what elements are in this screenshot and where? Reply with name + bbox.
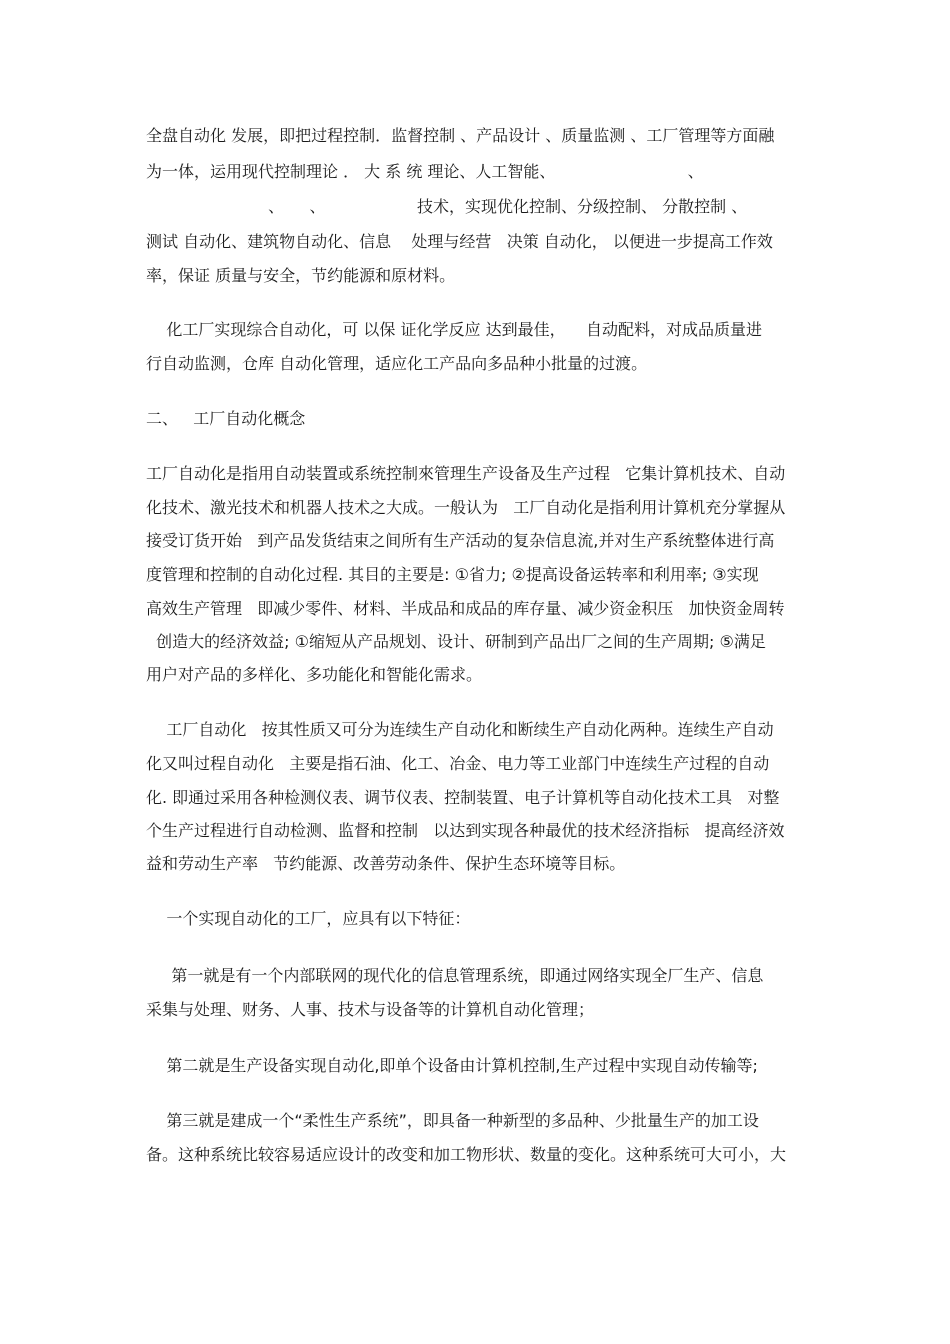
- text-line: 用户对产品的多样化、多功能化和智能化需求。: [146, 665, 483, 684]
- text-line: 、 、 技术，实现优化控制、分级控制、 分散控制 、: [146, 197, 748, 216]
- text-line: 测试 自动化、建筑物自动化、信息 处理与经营 决策 自动化， 以便进一步提高工作效: [146, 232, 773, 251]
- text-line: 个生产过程进行自动检测、监督和控制 以达到实现各种最优的技术经济指标 提高经济效: [146, 821, 785, 840]
- paragraph-5: 一个实现自动化的工厂，应具有以下特征：: [146, 909, 471, 928]
- section-heading: 二、 工厂自动化概念: [146, 409, 306, 428]
- text-line: 化. 即通过采用各种检测仪表、调节仪表、控制装置、电子计算机等自动化技术工具 对整: [146, 788, 780, 807]
- text-line: 第三就是建成一个“柔性生产系统”，即具备一种新型的多品种、少批量生产的加工设: [146, 1111, 759, 1130]
- text-line: 行自动监测，仓库 自动化管理，适应化工产品向多品种小批量的过渡。: [146, 354, 648, 373]
- text-line: 度管理和控制的自动化过程. 其目的主要是: ①省力; ②提高设备运转率和利用率; ③实现: [146, 565, 759, 584]
- text-line: 化技术、激光技术和机器人技术之大成。一般认为 工厂自动化是指利用计算机充分掌握从: [146, 498, 786, 517]
- text-line: 全盘自动化 发展，即把过程控制．监督控制 、产品设计 、质量监测 、工厂管理等方面融: [146, 126, 775, 145]
- text-line: 接受订货开始 到产品发货结束之间所有生产活动的复杂信息流,并对生产系统整体进行高: [146, 531, 775, 550]
- paragraph-7: 第二就是生产设备实现自动化,即单个设备由计算机控制,生产过程中实现自动传输等;: [146, 1056, 758, 1075]
- text-line: 益和劳动生产率 节约能源、改善劳动条件、保护生态环境等目标。: [146, 854, 626, 873]
- text-line: 高效生产管理 即减少零件、材料、半成品和成品的库存量、减少资金积压 加快资金周转: [146, 599, 785, 618]
- text-line: 率，保证 质量与安全，节约能源和原材料。: [146, 266, 456, 285]
- text-line: 工厂自动化 按其性质又可分为连续生产自动化和断续生产自动化两种。连续生产自动: [146, 720, 774, 739]
- text-line: 化又叫过程自动化 主要是指石油、化工、冶金、电力等工业部门中连续生产过程的自动: [146, 754, 770, 773]
- text-line: 创造大的经济效益; ①缩短从产品规划、设计、研制到产品出厂之间的生产周期; ⑤满足: [146, 632, 766, 651]
- text-line: 第一就是有一个内部联网的现代化的信息管理系统，即通过网络实现全厂生产、信息: [146, 966, 764, 985]
- text-line: 备。这种系统比较容易适应设计的改变和加工物形状、数量的变化。这种系统可大可小，大: [146, 1145, 787, 1164]
- text-line: 化工厂实现综合自动化，可 以保 证化学反应 达到最佳， 自动配料，对成品质量进: [146, 320, 762, 339]
- text-line: 工厂自动化是指用自动装置或系统控制來管理生产设备及生产过程 它集计算机技术、自动: [146, 464, 786, 483]
- text-line: 采集与处理、财务、人事、技术与设备等的计算机自动化管理；: [146, 1000, 595, 1019]
- text-line: 为一体，运用现代控制理论 ． 大 系 统 理论、人工智能、 、: [146, 162, 704, 181]
